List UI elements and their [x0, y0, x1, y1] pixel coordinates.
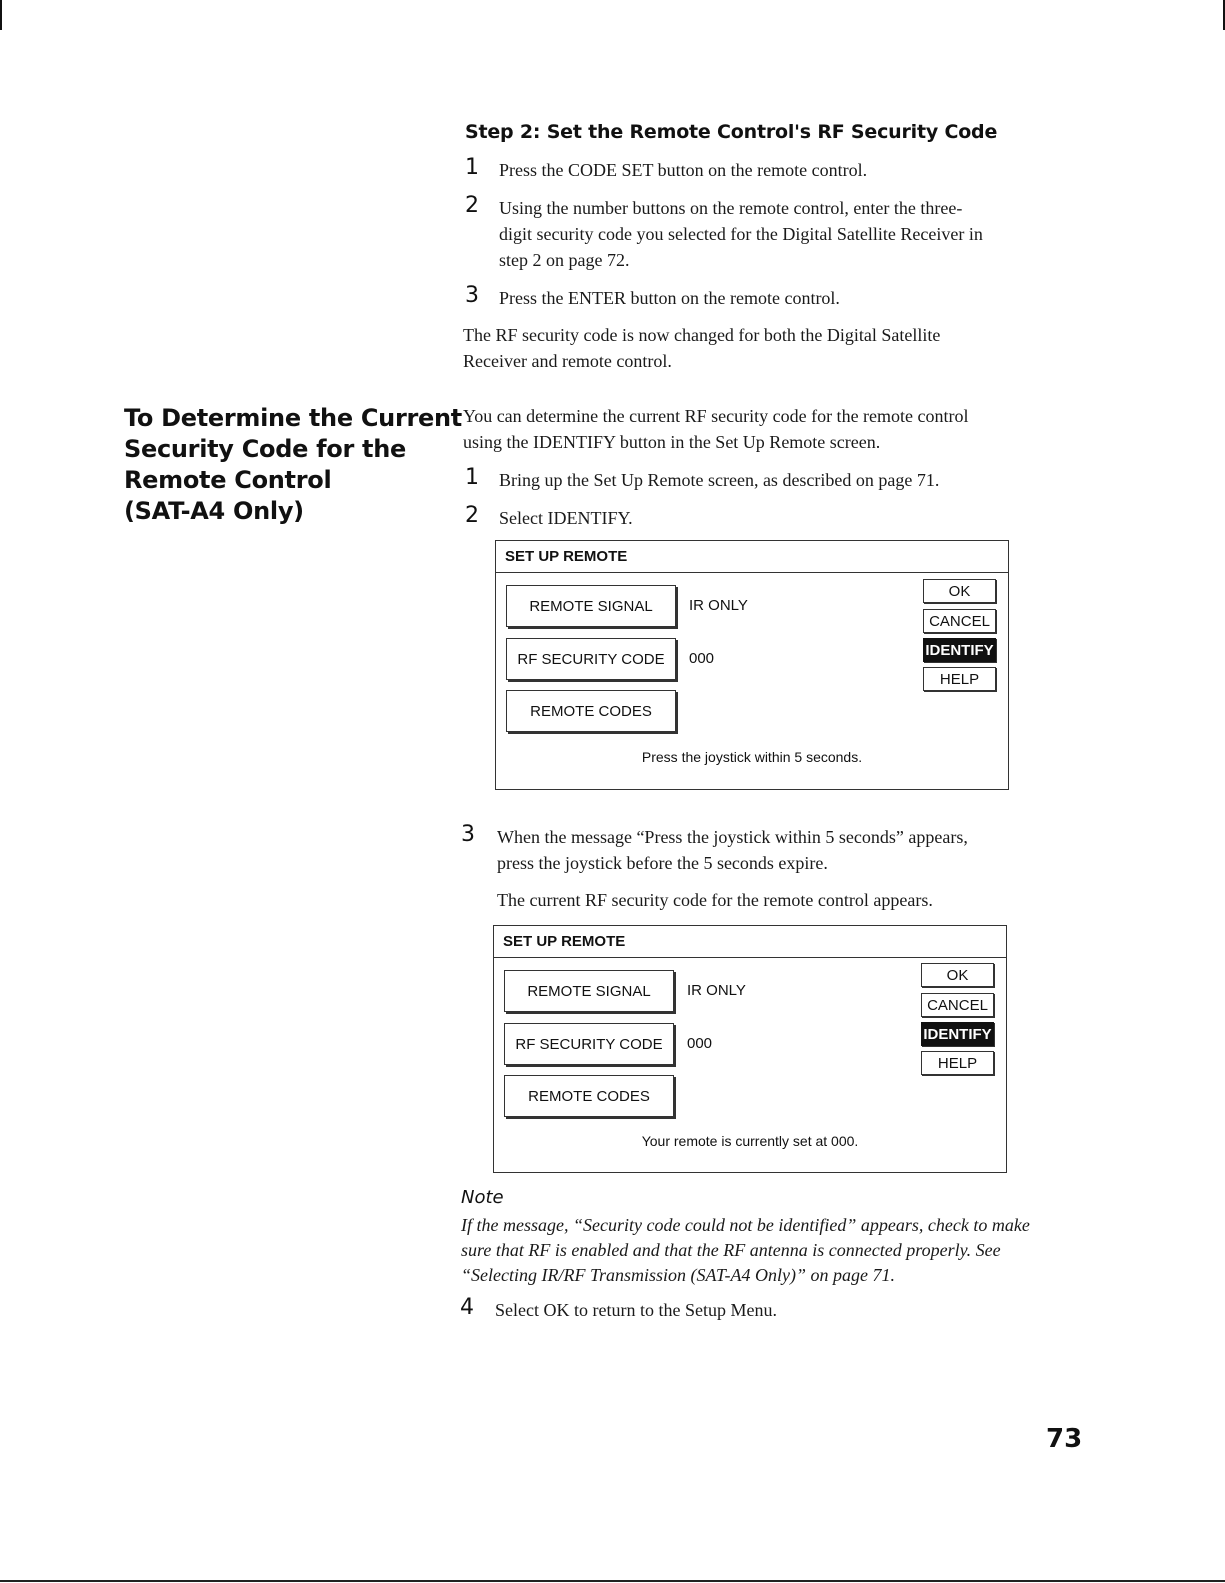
section-step1-number: 1 [465, 465, 479, 490]
section-step2-text: Select IDENTIFY. [499, 508, 633, 528]
remote-codes-button[interactable]: REMOTE CODES [504, 1075, 674, 1117]
step2-item3-text: Press the ENTER button on the remote control. [499, 288, 840, 308]
step2-item2-line1: Using the number buttons on the remote control, enter the three- [499, 198, 963, 218]
step2-item2-line3: step 2 on page 72. [499, 250, 630, 270]
remote-codes-button[interactable]: REMOTE CODES [506, 690, 676, 732]
screen-title: SET UP REMOTE [505, 548, 628, 565]
help-button[interactable]: HELP [923, 667, 996, 691]
step2-result-line1: The RF security code is now changed for both the Digital Satellite [463, 325, 941, 345]
section-heading-line: Remote Control [124, 466, 332, 494]
section-step3-number: 3 [461, 822, 475, 847]
page-bottom-edge [0, 1580, 1225, 1582]
rf-security-code-value: 000 [687, 1035, 713, 1052]
section-step3-line2: press the joystick before the 5 seconds expire. [497, 853, 828, 873]
rf-security-code-value: 000 [689, 650, 715, 667]
step2-heading: Step 2: Set the Remote Control's RF Security Code [465, 121, 998, 143]
screen-message: Press the joystick within 5 seconds. [641, 749, 863, 765]
screen-message: Your remote is currently set at 000. [641, 1133, 859, 1149]
identify-button[interactable]: IDENTIFY [923, 638, 996, 662]
step2-result-line2: Receiver and remote control. [463, 351, 672, 371]
section-step3-result: The current RF security code for the remote control appears. [497, 890, 933, 910]
section-heading [124, 403, 462, 527]
screen-title: SET UP REMOTE [503, 933, 626, 950]
step2-item3-number: 3 [465, 283, 479, 308]
rf-security-code-button[interactable]: RF SECURITY CODE [504, 1023, 674, 1065]
step2-item2-number: 2 [465, 193, 479, 218]
rf-security-code-button[interactable]: RF SECURITY CODE [506, 638, 676, 680]
remote-signal-button[interactable]: REMOTE SIGNAL [506, 585, 676, 627]
section-step4-text: Select OK to return to the Setup Menu. [495, 1300, 777, 1320]
note-label: Note [461, 1187, 504, 1208]
page-number: 73 [1046, 1424, 1083, 1454]
step2-item1-text: Press the CODE SET button on the remote control. [499, 160, 868, 180]
help-button[interactable]: HELP [921, 1051, 994, 1075]
remote-signal-button[interactable]: REMOTE SIGNAL [504, 970, 674, 1012]
section-heading-line: To Determine the Current [124, 404, 462, 432]
title-divider [494, 957, 1006, 958]
title-divider [496, 572, 1008, 573]
note-line3: “Selecting IR/RF Transmission (SAT-A4 Only)” on page 71. [461, 1265, 895, 1285]
cancel-button[interactable]: CANCEL [921, 993, 994, 1017]
note-line1: If the message, “Security code could not be identified” appears, check to make [461, 1215, 1030, 1235]
ok-button[interactable]: OK [923, 579, 996, 603]
note-line2: sure that RF is enabled and that the RF antenna is connected properly. See [461, 1240, 1001, 1260]
section-step2-number: 2 [465, 503, 479, 528]
identify-button[interactable]: IDENTIFY [921, 1022, 994, 1046]
step2-item2-line2: digit security code you selected for the Digital Satellite Receiver in [499, 224, 983, 244]
crop-mark-left [0, 0, 2, 30]
section-heading-line: (SAT-A4 Only) [124, 497, 304, 525]
section-step4-number: 4 [460, 1295, 474, 1320]
section-heading-line: Security Code for the [124, 435, 406, 463]
cancel-button[interactable]: CANCEL [923, 609, 996, 633]
set-up-remote-screen [495, 540, 1009, 790]
remote-signal-value: IR ONLY [687, 982, 746, 999]
step2-item1-number: 1 [465, 155, 479, 180]
remote-signal-value: IR ONLY [689, 597, 748, 614]
section-step1-text: Bring up the Set Up Remote screen, as described on page 71. [499, 470, 940, 490]
section-step3-line1: When the message “Press the joystick within 5 seconds” appears, [497, 827, 968, 847]
section-intro-line1: You can determine the current RF security code for the remote control [463, 406, 969, 426]
ok-button[interactable]: OK [921, 963, 994, 987]
section-intro-line2: using the IDENTIFY button in the Set Up Remote screen. [463, 432, 881, 452]
set-up-remote-screen [493, 925, 1007, 1173]
